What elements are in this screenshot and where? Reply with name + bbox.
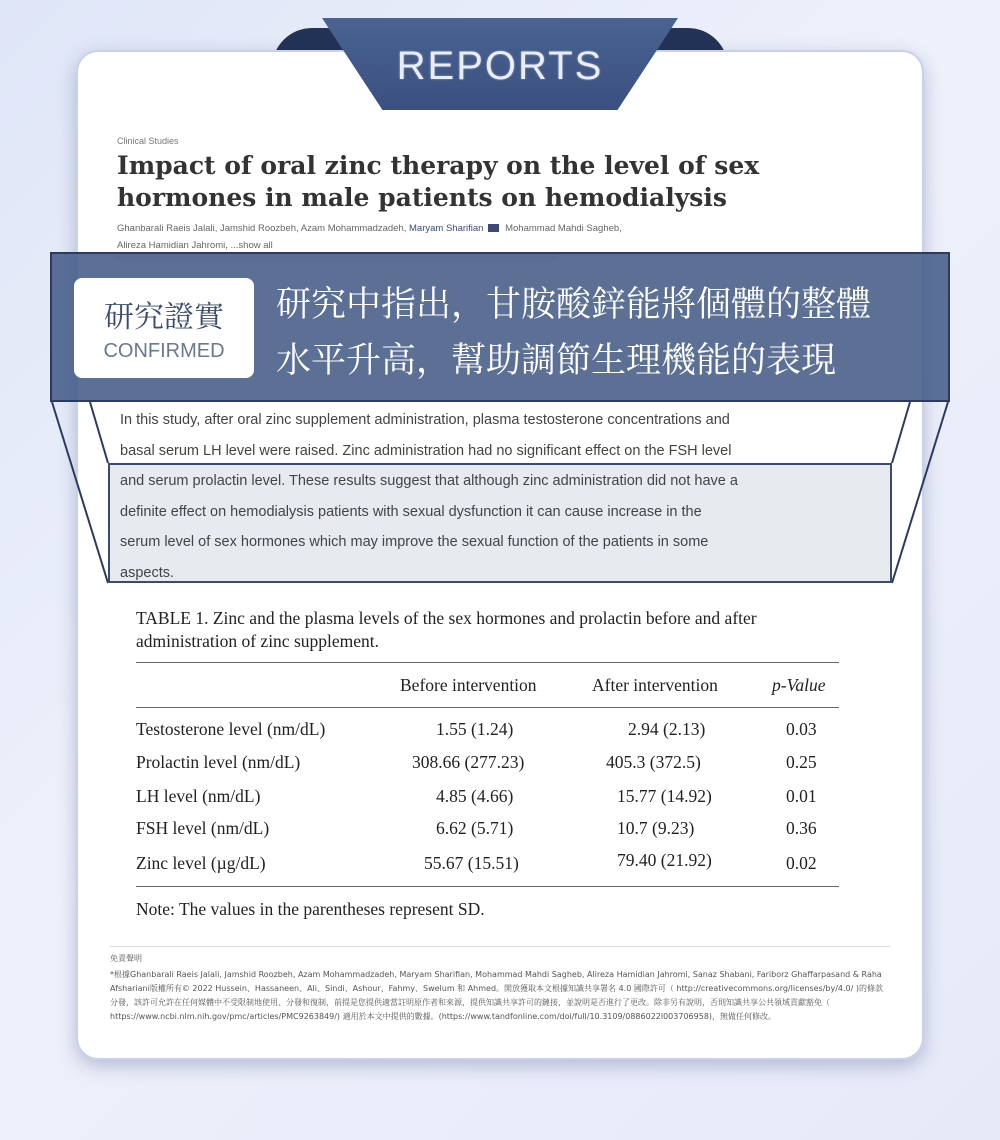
row-after: 2.94 (2.13)	[628, 719, 706, 739]
disclaimer	[110, 952, 890, 1024]
abstract-line: aspects.	[120, 564, 174, 581]
badge-chinese-label: 研究證實	[104, 300, 224, 335]
table-header-rule	[136, 707, 839, 708]
paper-title: Impact of oral zinc therapy on the level of sex hormones in male patients on hemodialysis	[117, 151, 760, 212]
authors-line1-b: Mohammad Mahdi Sagheb,	[502, 223, 622, 234]
row-pvalue: 0.01	[786, 786, 817, 806]
abstract-line: serum level of sex hormones which may improve the sexual function of the patients in some	[120, 534, 709, 550]
row-pvalue: 0.02	[786, 853, 817, 873]
row-label: Prolactin level (nm/dL)	[136, 752, 301, 772]
reports-tab-label: REPORTS	[396, 44, 604, 88]
headline-line-2: 水平升高，幫助調節生理機能的表現	[276, 341, 837, 381]
row-after: 79.40 (21.92)	[617, 850, 712, 870]
row-before: 55.67 (15.51)	[424, 853, 519, 873]
row-label: Zinc level (µg/dL)	[136, 853, 266, 873]
table-note: Note: The values in the parentheses represent SD.	[136, 899, 485, 919]
row-label: Testosterone level (nm/dL)	[136, 719, 326, 739]
row-after: 10.7 (9.23)	[617, 818, 695, 838]
col-header-pvalue: p-Value	[772, 675, 826, 695]
row-before: 4.85 (4.66)	[436, 786, 514, 806]
row-pvalue: 0.36	[786, 818, 817, 838]
abstract-text	[120, 405, 880, 588]
col-header-before: Before intervention	[400, 675, 537, 695]
row-label: FSH level (nm/dL)	[136, 818, 270, 838]
disclaimer-body: *根據Ghanbarali Raeis Jalali, Jamshid Roozbeh, Azam Mohammadzadeh, Maryam Sharifian, Mohammad Mahdi Sagheb, Alireza Hamidian Jahromi, Sanaz Shabani, Fariborz Ghaffarpasand & Raha Afshariani版權所有© 2022 Hussein、Hassaneen、Ali、Sindi、Ashour、Fahmy、Swelum 和 Ahmed。開放獲取本文根據知識共享署名 4.0 國際許可（ http://creativecommons.org/licenses/by/4.0/ )的條款分發，該許可允許在任何媒體中不受限制地使用、分發和復制，前提是您提供適當註明原作者和來源，提供知識共享許可的鏈接，並說明是否進行了更改。除非另有說明，否則知識共享公共領域貢獻豁免（ https://www.ncbi.nlm.nih.gov/pmc/articles/PMC9263849/) 適用於本文中提供的數據。(https://www.tandfonline.com/doi/full/10.3109/0886022l003706958)，無做任何修改。	[110, 970, 884, 1021]
row-pvalue: 0.25	[786, 752, 817, 772]
row-pvalue: 0.03	[786, 719, 817, 739]
disclaimer-separator	[110, 946, 890, 947]
row-after: 405.3 (372.5)	[606, 752, 701, 772]
abstract-line: and serum prolactin level. These results suggest that although zinc administration did not have a	[120, 473, 738, 489]
table-top-rule	[136, 662, 839, 663]
abstract-line: definite effect on hemodialysis patients with sexual dysfunction it can cause increase in the	[120, 503, 702, 520]
row-label: LH level (nm/dL)	[136, 786, 261, 806]
headline-line-1: 研究中指出，甘胺酸鋅能將個體的整體	[276, 285, 872, 325]
authors-line2: Alireza Hamidian Jahromi, ...show all	[117, 240, 273, 251]
row-after: 15.77 (14.92)	[617, 786, 712, 806]
badge-english-label: CONFIRMED	[103, 340, 225, 362]
authors-line1-a: Ghanbarali Raeis Jalali, Jamshid Roozbeh, Azam Mohammadzadeh,	[117, 223, 410, 234]
banner-headline	[276, 277, 946, 389]
abstract-line: basal serum LH level were raised. Zinc administration had no significant effect on the FSH level	[120, 442, 732, 459]
table-caption: TABLE 1. Zinc and the plasma levels of the sex hormones and prolactin before and after administration of zinc supplement.	[136, 608, 757, 651]
table-bottom-rule	[136, 886, 839, 887]
row-before: 308.66 (277.23)	[412, 752, 525, 772]
col-header-after: After intervention	[592, 675, 718, 695]
paper-kicker: Clinical Studies	[117, 136, 179, 146]
disclaimer-title: 免責聲明	[110, 954, 142, 963]
row-before: 1.55 (1.24)	[436, 719, 514, 739]
row-before: 6.62 (5.71)	[436, 818, 514, 838]
corresponding-author: Maryam Sharifian	[409, 223, 484, 234]
abstract-line: In this study, after oral zinc supplement administration, plasma testosterone concentrations and	[120, 412, 730, 428]
